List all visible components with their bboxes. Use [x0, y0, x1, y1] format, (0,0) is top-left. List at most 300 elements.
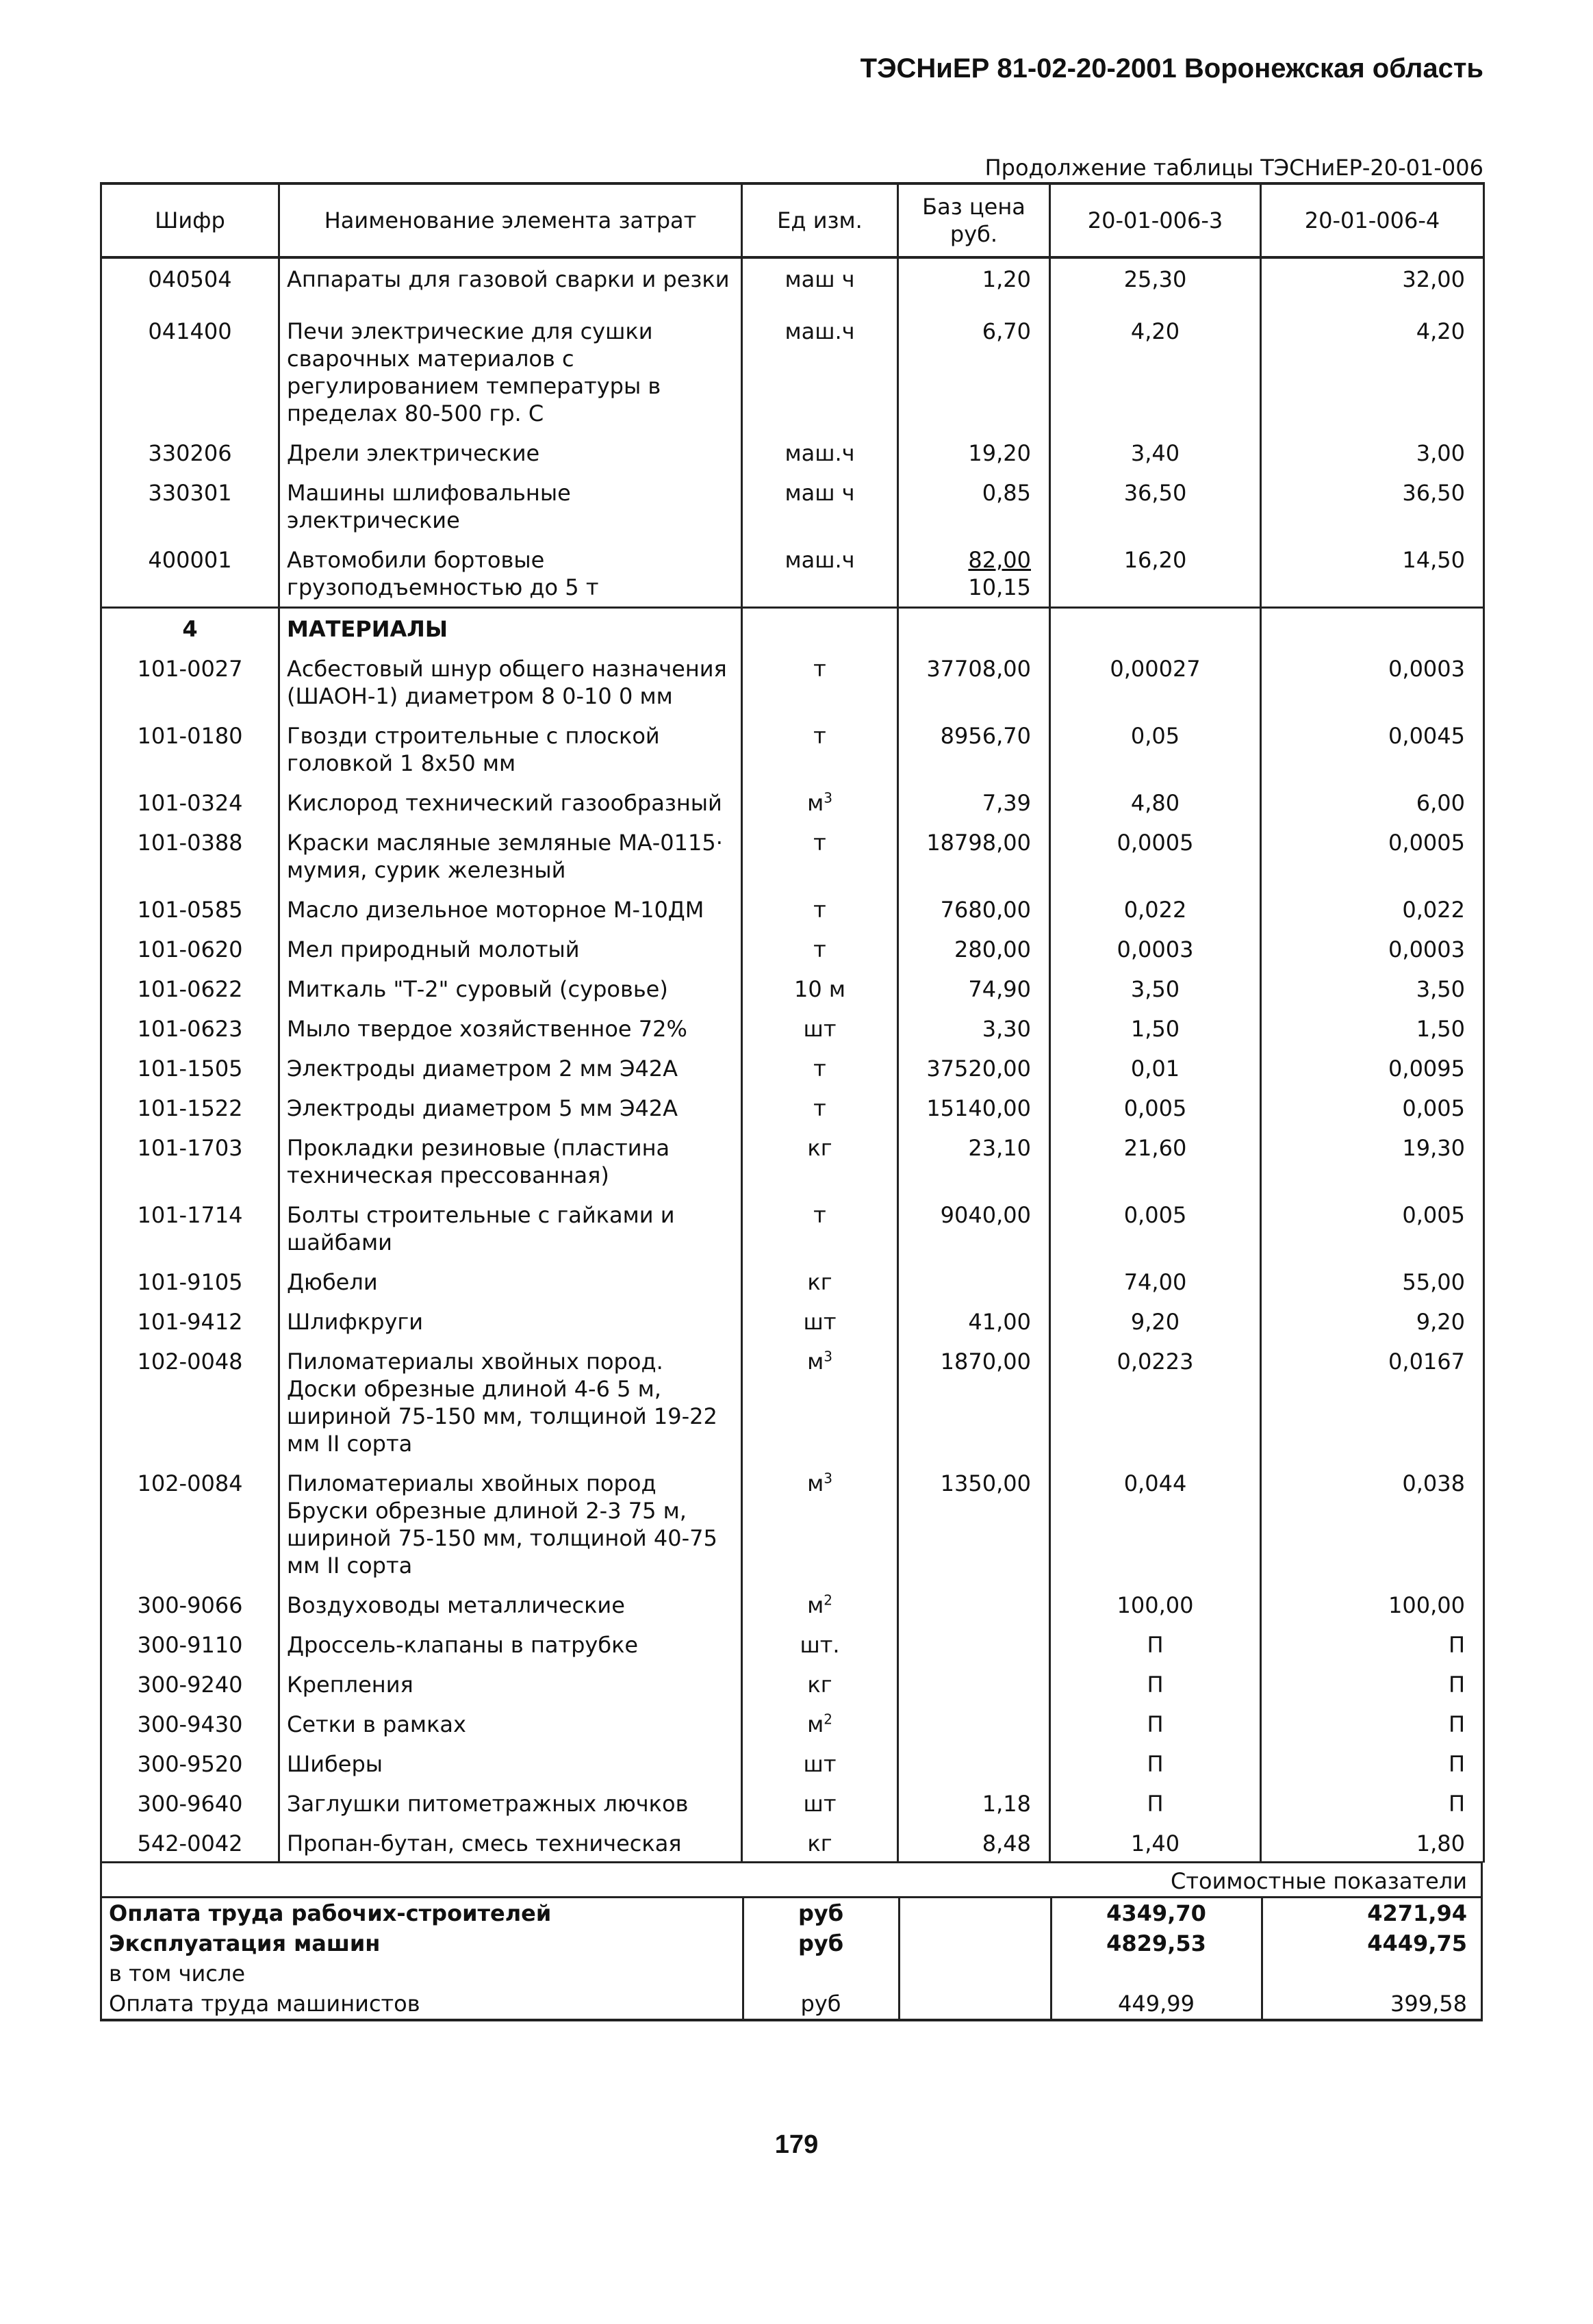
cost-indicator-20-01-006-4 — [1262, 1989, 1485, 2019]
cell-price-text: 280,00 — [954, 936, 1031, 962]
cell-unit — [742, 257, 898, 311]
cell-unit — [742, 1262, 898, 1301]
cell-code — [101, 822, 279, 889]
table-row — [101, 1664, 1484, 1704]
cell-name — [279, 1744, 742, 1783]
cell-20-01-006-3-text: 0,0005 — [1117, 830, 1194, 856]
cell-unit-text: т — [813, 897, 826, 923]
table-row — [101, 648, 1484, 715]
cell-20-01-006-3-text: 16,20 — [1123, 547, 1187, 573]
cost-indicator-20-01-006-4-text: 4449,75 — [1367, 1930, 1467, 1956]
cell-code-text: 041400 — [148, 318, 232, 344]
cell-unit-text: т — [813, 1056, 826, 1082]
cell-price-text: 37708,00 — [926, 656, 1031, 682]
cell-20-01-006-4-text: 4,20 — [1416, 318, 1465, 344]
cell-20-01-006-3 — [1050, 1704, 1261, 1744]
cell-20-01-006-3 — [1050, 1301, 1261, 1341]
cell-20-01-006-3-text: 0,05 — [1130, 723, 1180, 749]
cell-price — [898, 782, 1050, 822]
cell-name-text: Шиберы — [287, 1751, 383, 1777]
cost-indicator-20-01-006-3 — [1051, 1898, 1262, 1928]
cell-20-01-006-4 — [1261, 889, 1484, 929]
cell-code — [101, 1744, 279, 1783]
cell-price — [898, 1008, 1050, 1048]
cell-price — [898, 1704, 1050, 1744]
cell-code — [101, 782, 279, 822]
cell-unit-text: шт — [803, 1016, 837, 1042]
cell-20-01-006-4 — [1261, 1195, 1484, 1262]
cell-20-01-006-3 — [1050, 1088, 1261, 1127]
cell-20-01-006-4-text: 0,022 — [1402, 897, 1465, 923]
cell-20-01-006-3 — [1050, 1008, 1261, 1048]
cell-name-text: Заглушки питометражных лючков — [287, 1791, 689, 1817]
cost-indicator-label — [102, 1989, 743, 2019]
cell-unit — [742, 1341, 898, 1463]
cell-name-text: Сетки в рамках — [287, 1711, 466, 1737]
cell-price-text: 1,20 — [982, 266, 1031, 292]
cell-price-text: 19,20 — [968, 440, 1031, 466]
cell-price — [898, 539, 1050, 608]
cell-unit — [742, 1008, 898, 1048]
cost-indicator-20-01-006-4-text: 399,58 — [1390, 1991, 1467, 2017]
section-title — [279, 608, 742, 649]
document-header-title: ТЭСНиЕР 81-02-20-2001 Воронежская область — [860, 53, 1483, 84]
cell-code — [101, 1008, 279, 1048]
table-row — [101, 929, 1484, 969]
cell-name — [279, 1195, 742, 1262]
cell-price — [898, 889, 1050, 929]
cost-indicator-unit-text: руб — [800, 1991, 841, 2017]
cost-indicator-20-01-006-3 — [1051, 1958, 1262, 1989]
cell-20-01-006-3 — [1050, 1048, 1261, 1088]
cell-code-text: 400001 — [148, 547, 232, 573]
cell-20-01-006-3 — [1050, 969, 1261, 1008]
cell-name-text: Пиломатериалы хвойных пород. Доски обрезные длиной 4-6 5 м, шириной 75-150 мм, толщиной 19-22 мм II сорта — [287, 1349, 717, 1457]
cost-indicator-20-01-006-3-text: 4829,53 — [1106, 1930, 1206, 1956]
cell-unit — [742, 889, 898, 929]
cell-20-01-006-3-text: 25,30 — [1123, 266, 1187, 292]
cell-code — [101, 1262, 279, 1301]
cell-price — [898, 1048, 1050, 1088]
table-row — [101, 257, 1484, 311]
cell-20-01-006-3 — [1050, 257, 1261, 311]
cell-code-text: 101-1703 — [137, 1135, 243, 1161]
cell-code — [101, 1341, 279, 1463]
cell-20-01-006-4 — [1261, 311, 1484, 433]
cost-indicator-unit — [743, 1898, 899, 1928]
cell-unit-text: маш.ч — [785, 440, 855, 466]
cell-unit — [742, 433, 898, 472]
cell-20-01-006-4-text: 3,50 — [1416, 976, 1465, 1002]
cell-20-01-006-4-text: П — [1448, 1791, 1465, 1817]
cell-name-text: Электроды диаметром 5 мм Э42А — [287, 1095, 678, 1121]
cell-20-01-006-4 — [1261, 1463, 1484, 1585]
cell-name — [279, 1664, 742, 1704]
cell-unit — [742, 929, 898, 969]
cell-20-01-006-3-text: П — [1147, 1672, 1164, 1698]
cell-name — [279, 969, 742, 1008]
unit-superscript: 2 — [824, 1592, 832, 1609]
cell-name-text: Аппараты для газовой сварки и резки — [287, 266, 730, 292]
cell-name-text: Шлифкруги — [287, 1309, 424, 1335]
cell-20-01-006-3-text: 0,0003 — [1117, 936, 1194, 962]
cell-code-text: 101-0388 — [137, 830, 243, 856]
cell-20-01-006-4 — [1261, 1301, 1484, 1341]
cell-code — [101, 433, 279, 472]
cell-code — [101, 1664, 279, 1704]
section-number-text: 4 — [182, 616, 198, 642]
cell-code-text: 300-9066 — [137, 1592, 243, 1618]
cell-unit-text: кг — [807, 1830, 832, 1856]
cost-indicator-20-01-006-3-text: 4349,70 — [1106, 1900, 1206, 1926]
cell-20-01-006-4 — [1261, 1744, 1484, 1783]
cell-20-01-006-3 — [1050, 1664, 1261, 1704]
cost-indicator-unit — [743, 1958, 899, 1989]
cell-name-text: Болты строительные с гайками и шайбами — [287, 1202, 675, 1255]
table-row — [101, 1585, 1484, 1624]
cell-20-01-006-3 — [1050, 472, 1261, 539]
cell-name-text: Пиломатериалы хвойных пород Бруски обрезные длиной 2-3 75 м, шириной 75-150 мм, толщиной 40-75 мм II сорта — [287, 1470, 717, 1579]
cost-indicator-20-01-006-4-text: 4271,94 — [1367, 1900, 1467, 1926]
cell-code-text: 101-9412 — [137, 1309, 243, 1335]
cost-indicator-label — [102, 1928, 743, 1958]
cell-unit-text: маш.ч — [785, 547, 855, 573]
cell-20-01-006-3 — [1050, 1341, 1261, 1463]
cell-name-text: Дроссель-клапаны в патрубке — [287, 1632, 639, 1658]
cell-20-01-006-3-text: 0,01 — [1130, 1056, 1180, 1082]
cell-price — [898, 1823, 1050, 1863]
cell-code-text: 300-9110 — [137, 1632, 243, 1658]
cell-price-text: 74,90 — [968, 976, 1031, 1002]
cell-code-text: 300-9430 — [137, 1711, 243, 1737]
cell-20-01-006-3 — [1050, 1744, 1261, 1783]
cell-code-text: 300-9240 — [137, 1672, 243, 1698]
unit-superscript: 3 — [824, 789, 832, 806]
cost-indicator-20-01-006-3-text: 449,99 — [1118, 1991, 1195, 2017]
cell-price-text: 1870,00 — [940, 1349, 1031, 1375]
cell-20-01-006-4-text: П — [1448, 1672, 1465, 1698]
cell-name — [279, 1585, 742, 1624]
cell-code — [101, 929, 279, 969]
cell-name-text: Пропан-бутан, смесь техническая — [287, 1830, 682, 1856]
cell-20-01-006-3 — [1050, 929, 1261, 969]
cell-name — [279, 1341, 742, 1463]
table-row — [101, 1127, 1484, 1195]
cell-20-01-006-4 — [1261, 1262, 1484, 1301]
cell-20-01-006-3 — [1050, 539, 1261, 608]
cell-code — [101, 1783, 279, 1823]
table-row — [101, 311, 1484, 433]
cell-20-01-006-4-text: 55,00 — [1402, 1269, 1465, 1295]
cell-20-01-006-4 — [1261, 715, 1484, 782]
cell-20-01-006-3 — [1050, 822, 1261, 889]
cost-indicator-row — [102, 1958, 1485, 1989]
cell-code-text: 101-0324 — [137, 790, 243, 816]
cell-name-text: Прокладки резиновые (пластина техническая прессованная) — [287, 1135, 670, 1188]
cell-unit — [742, 1664, 898, 1704]
cell-20-01-006-4 — [1261, 1585, 1484, 1624]
cell-code-text: 101-9105 — [137, 1269, 243, 1295]
cell-price — [898, 822, 1050, 889]
cell-unit-text: кг — [807, 1672, 832, 1698]
cell-20-01-006-3-text: 0,00027 — [1110, 656, 1201, 682]
cell-unit — [742, 539, 898, 608]
cell-unit-text: шт — [803, 1791, 837, 1817]
cell-unit — [742, 1301, 898, 1341]
cell-20-01-006-3-text: 0,044 — [1123, 1470, 1187, 1496]
cell-20-01-006-3-text: 100,00 — [1117, 1592, 1194, 1618]
cell-price — [898, 311, 1050, 433]
resource-table — [100, 182, 1485, 1863]
cell-price — [898, 1262, 1050, 1301]
cell-unit — [742, 648, 898, 715]
cell-20-01-006-4-text: 0,0095 — [1388, 1056, 1465, 1082]
cell-name — [279, 472, 742, 539]
cell-20-01-006-4-text: 14,50 — [1402, 547, 1465, 573]
table-row — [101, 782, 1484, 822]
cell-name — [279, 1048, 742, 1088]
cell-name-text: Миткаль "Т-2" суровый (суровье) — [287, 976, 668, 1002]
cell-price-text: 23,10 — [968, 1135, 1031, 1161]
table-row — [101, 433, 1484, 472]
page-number: 179 — [774, 2130, 819, 2159]
table-body — [101, 257, 1484, 1863]
cell-20-01-006-4-text: 0,0045 — [1388, 723, 1465, 749]
cost-indicator-20-01-006-3 — [1051, 1928, 1262, 1958]
empty-cell — [742, 608, 898, 649]
cell-20-01-006-4-text: П — [1448, 1711, 1465, 1737]
cell-unit — [742, 311, 898, 433]
cell-20-01-006-4 — [1261, 822, 1484, 889]
cell-20-01-006-3 — [1050, 311, 1261, 433]
cell-20-01-006-3-text: П — [1147, 1711, 1164, 1737]
cell-20-01-006-4 — [1261, 1048, 1484, 1088]
cell-unit — [742, 472, 898, 539]
cell-20-01-006-3 — [1050, 1195, 1261, 1262]
cell-20-01-006-4-text: 0,0005 — [1388, 830, 1465, 856]
cell-name-text: Краски масляные земляные МА-0115· мумия, сурик железный — [287, 830, 723, 883]
cost-indicator-empty — [899, 1989, 1051, 2019]
cell-20-01-006-3 — [1050, 1783, 1261, 1823]
cell-unit-text: кг — [807, 1269, 832, 1295]
cell-20-01-006-3 — [1050, 715, 1261, 782]
cell-20-01-006-4 — [1261, 1008, 1484, 1048]
cell-name — [279, 782, 742, 822]
cell-price-text: 8,48 — [982, 1830, 1031, 1856]
table-row — [101, 1624, 1484, 1664]
cell-price — [898, 433, 1050, 472]
cell-20-01-006-4-text: 100,00 — [1388, 1592, 1465, 1618]
cell-20-01-006-4 — [1261, 1783, 1484, 1823]
cell-20-01-006-4-text: 0,0167 — [1388, 1349, 1465, 1375]
cost-indicator-row — [102, 1928, 1485, 1958]
cell-name — [279, 311, 742, 433]
cell-20-01-006-4-text: 0,0003 — [1388, 656, 1465, 682]
cell-20-01-006-4 — [1261, 648, 1484, 715]
cell-unit — [742, 1048, 898, 1088]
table-row — [101, 1463, 1484, 1585]
empty-cell — [898, 608, 1050, 649]
cell-20-01-006-4 — [1261, 433, 1484, 472]
cell-unit-text: м — [807, 1470, 824, 1496]
cell-unit-text: 10 м — [793, 976, 846, 1002]
cell-unit-text: т — [813, 723, 826, 749]
cost-indicator-label — [102, 1898, 743, 1928]
cell-unit — [742, 1783, 898, 1823]
cell-unit-text: м — [807, 790, 824, 816]
cell-20-01-006-3-text: 0,0223 — [1117, 1349, 1194, 1375]
cell-20-01-006-4 — [1261, 1624, 1484, 1664]
cost-indicator-label-text: Оплата труда машинистов — [109, 1991, 420, 2017]
cell-20-01-006-3-text: 9,20 — [1130, 1309, 1180, 1335]
cell-unit — [742, 822, 898, 889]
cell-price — [898, 1301, 1050, 1341]
table-row — [101, 1048, 1484, 1088]
cell-price-text: 37520,00 — [926, 1056, 1031, 1082]
cell-code-text: 330301 — [148, 480, 232, 506]
cell-price-text: 1,18 — [982, 1791, 1031, 1817]
cell-name-text: Гвозди строительные с плоской головкой 1 8х50 мм — [287, 723, 660, 776]
empty-cell — [1261, 608, 1484, 649]
cell-20-01-006-3 — [1050, 433, 1261, 472]
cell-unit-text: т — [813, 830, 826, 856]
cell-unit — [742, 715, 898, 782]
cell-price-text: 6,70 — [982, 318, 1031, 344]
cell-20-01-006-3 — [1050, 1127, 1261, 1195]
cell-price — [898, 257, 1050, 311]
cell-price-secondary: 10,15 — [968, 574, 1031, 600]
cell-unit — [742, 1823, 898, 1863]
empty-cell — [1050, 608, 1261, 649]
cell-code-text: 101-0623 — [137, 1016, 243, 1042]
cell-20-01-006-3 — [1050, 1585, 1261, 1624]
cell-code-text: 101-1505 — [137, 1056, 243, 1082]
cell-unit-text: т — [813, 1095, 826, 1121]
table-row — [101, 472, 1484, 539]
cell-name — [279, 1088, 742, 1127]
cell-price-text: 15140,00 — [926, 1095, 1031, 1121]
cell-code — [101, 648, 279, 715]
table-row — [101, 1783, 1484, 1823]
cell-20-01-006-3 — [1050, 648, 1261, 715]
cell-20-01-006-3-text: 4,80 — [1130, 790, 1180, 816]
table-row — [101, 1008, 1484, 1048]
cell-20-01-006-4-text: 0,005 — [1402, 1095, 1465, 1121]
cost-indicator-row — [102, 1989, 1485, 2019]
cost-indicators-table — [102, 1898, 1485, 2019]
cell-20-01-006-3-text: П — [1147, 1632, 1164, 1658]
cell-price — [898, 1624, 1050, 1664]
cell-price — [898, 1463, 1050, 1585]
cell-price-text: 41,00 — [968, 1309, 1031, 1335]
cell-code — [101, 257, 279, 311]
cell-code-text: 330206 — [148, 440, 232, 466]
cell-20-01-006-4 — [1261, 929, 1484, 969]
column-header-20-01-006-3: 20-01-006-3 — [1050, 183, 1261, 257]
cell-20-01-006-3-text: 3,50 — [1130, 976, 1180, 1002]
cell-20-01-006-3-text: 0,022 — [1123, 897, 1187, 923]
cost-indicator-label-text: Оплата труда рабочих-строителей — [109, 1900, 552, 1926]
cell-20-01-006-3-text: 36,50 — [1123, 480, 1187, 506]
cell-unit — [742, 1463, 898, 1585]
cell-price — [898, 1341, 1050, 1463]
cell-20-01-006-3-text: 0,005 — [1123, 1202, 1187, 1228]
unit-superscript: 2 — [824, 1711, 832, 1728]
cost-indicator-20-01-006-4 — [1262, 1958, 1485, 1989]
cell-unit-text: маш ч — [785, 266, 855, 292]
cell-code-text: 300-9520 — [137, 1751, 243, 1777]
section-number — [101, 608, 279, 649]
cost-indicator-empty — [899, 1928, 1051, 1958]
cell-20-01-006-4 — [1261, 1341, 1484, 1463]
cell-name — [279, 257, 742, 311]
cost-indicator-unit-text: руб — [798, 1900, 844, 1926]
cell-name-text: Мел природный молотый — [287, 936, 580, 962]
cell-unit-text: м — [807, 1349, 824, 1375]
cell-unit-text: шт — [803, 1751, 837, 1777]
cell-code — [101, 472, 279, 539]
cell-code-text: 101-1522 — [137, 1095, 243, 1121]
cost-indicators-block — [100, 1861, 1483, 2021]
cell-code-text: 102-0048 — [137, 1349, 243, 1375]
cell-20-01-006-4-text: 6,00 — [1416, 790, 1465, 816]
cost-indicator-empty — [899, 1898, 1051, 1928]
cell-code-text: 101-0027 — [137, 656, 243, 682]
cell-name — [279, 1262, 742, 1301]
cell-20-01-006-4-text: 0,005 — [1402, 1202, 1465, 1228]
cell-code — [101, 539, 279, 608]
cell-code — [101, 1704, 279, 1744]
cell-price — [898, 1664, 1050, 1704]
cell-price-text: 0,85 — [982, 480, 1031, 506]
cell-unit-text: маш ч — [785, 480, 855, 506]
cell-unit — [742, 1704, 898, 1744]
cost-indicator-unit — [743, 1989, 899, 2019]
cell-price-text: 7,39 — [982, 790, 1031, 816]
cell-20-01-006-4-text: 1,80 — [1416, 1830, 1465, 1856]
cell-code — [101, 889, 279, 929]
cell-name-text: Асбестовый шнур общего назначения (ШАОН-1) диаметром 8 0-10 0 мм — [287, 656, 727, 709]
cell-name — [279, 539, 742, 608]
cell-code-text: 542-0042 — [137, 1830, 243, 1856]
cell-name-text: Машины шлифовальные электрические — [287, 480, 571, 533]
cell-name — [279, 929, 742, 969]
cell-price — [898, 472, 1050, 539]
cost-indicator-label-text: Эксплуатация машин — [109, 1930, 381, 1956]
cell-20-01-006-3-text: 1,50 — [1130, 1016, 1180, 1042]
cell-20-01-006-3 — [1050, 1823, 1261, 1863]
cell-code — [101, 1463, 279, 1585]
cell-name — [279, 1823, 742, 1863]
column-header-name: Наименование элемента затрат — [279, 183, 742, 257]
cell-name-text: Электроды диаметром 2 мм Э42А — [287, 1056, 678, 1082]
cell-name-text: Крепления — [287, 1672, 413, 1698]
cost-indicator-20-01-006-3 — [1051, 1989, 1262, 2019]
cell-20-01-006-3-text: 3,40 — [1130, 440, 1180, 466]
cell-price — [898, 1195, 1050, 1262]
cell-20-01-006-3-text: 74,00 — [1123, 1269, 1187, 1295]
cell-price — [898, 1127, 1050, 1195]
cell-20-01-006-4 — [1261, 969, 1484, 1008]
cost-indicator-20-01-006-4 — [1262, 1898, 1485, 1928]
cell-price-text: 7680,00 — [940, 897, 1031, 923]
table-row — [101, 1262, 1484, 1301]
table-header-row — [101, 183, 1484, 257]
cell-code — [101, 1585, 279, 1624]
cell-name — [279, 1704, 742, 1744]
cell-code-text: 101-0585 — [137, 897, 243, 923]
cell-unit — [742, 1585, 898, 1624]
